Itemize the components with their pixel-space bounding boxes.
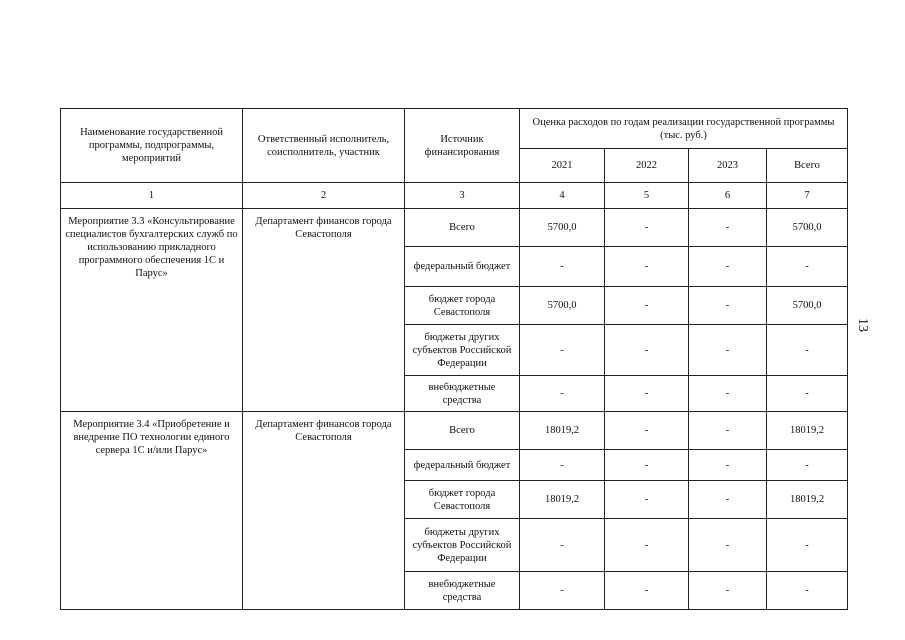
value-total: - [767,376,848,412]
value-2023: - [689,519,767,572]
value-2023: - [689,450,767,481]
value-2021: 5700,0 [520,287,605,325]
header-year: 2022 [605,149,689,183]
value-2023: - [689,287,767,325]
value-total: - [767,450,848,481]
funding-source: бюджет города Севастополя [405,287,520,325]
value-2021: 18019,2 [520,412,605,450]
value-total: 18019,2 [767,481,848,519]
value-total: - [767,325,848,376]
value-total: 5700,0 [767,287,848,325]
value-2022: - [605,209,689,247]
value-2022: - [605,376,689,412]
funding-source: внебюджетные средства [405,572,520,610]
funding-source: Всего [405,412,520,450]
header-name: Наименование государственной программы, подпрограммы, мероприятий [61,109,243,183]
value-2021: - [520,247,605,287]
column-number: 3 [405,183,520,209]
value-total: - [767,247,848,287]
value-2023: - [689,325,767,376]
header-estimate: Оценка расходов по годам реализации государственной программы (тыс. руб.) [520,109,848,149]
value-2022: - [605,412,689,450]
value-2022: - [605,572,689,610]
value-total: 5700,0 [767,209,848,247]
value-2021: - [520,572,605,610]
value-2021: - [520,376,605,412]
measure-executor: Департамент финансов города Севастополя [243,209,405,412]
budget-table [60,108,848,610]
table-row [61,412,848,450]
column-number: 2 [243,183,405,209]
value-2023: - [689,376,767,412]
value-2021: - [520,450,605,481]
value-2022: - [605,519,689,572]
page-number: 13 [855,318,870,332]
funding-source: федеральный бюджет [405,247,520,287]
column-number: 5 [605,183,689,209]
funding-source: бюджет города Севастополя [405,481,520,519]
header-executor: Ответственный исполнитель, соисполнитель, участник [243,109,405,183]
funding-source: Всего [405,209,520,247]
value-2021: - [520,325,605,376]
measure-name: Мероприятие 3.4 «Приобретение и внедрение ПО технологии единого сервера 1С и/или Парус» [61,412,243,610]
column-number: 7 [767,183,848,209]
value-2023: - [689,209,767,247]
measure-name: Мероприятие 3.3 «Консультирование специалистов бухгалтерских служб по использованию прикладного программного обеспечения 1С и Парус» [61,209,243,412]
measure-executor: Департамент финансов города Севастополя [243,412,405,610]
value-2022: - [605,247,689,287]
funding-source: бюджеты других субъектов Российской Федерации [405,325,520,376]
value-2022: - [605,450,689,481]
value-2023: - [689,412,767,450]
funding-source: федеральный бюджет [405,450,520,481]
value-total: 18019,2 [767,412,848,450]
header-year: 2023 [689,149,767,183]
funding-source: бюджеты других субъектов Российской Федерации [405,519,520,572]
header-year: 2021 [520,149,605,183]
value-2022: - [605,287,689,325]
value-2022: - [605,325,689,376]
value-total: - [767,519,848,572]
column-number: 6 [689,183,767,209]
value-2021: 5700,0 [520,209,605,247]
value-total: - [767,572,848,610]
header-source: Источник финансирования [405,109,520,183]
table-row [61,209,848,247]
header-year-total: Всего [767,149,848,183]
value-2023: - [689,481,767,519]
value-2023: - [689,247,767,287]
column-number: 1 [61,183,243,209]
value-2021: 18019,2 [520,481,605,519]
value-2022: - [605,481,689,519]
value-2021: - [520,519,605,572]
funding-source: внебюджетные средства [405,376,520,412]
column-number: 4 [520,183,605,209]
value-2023: - [689,572,767,610]
